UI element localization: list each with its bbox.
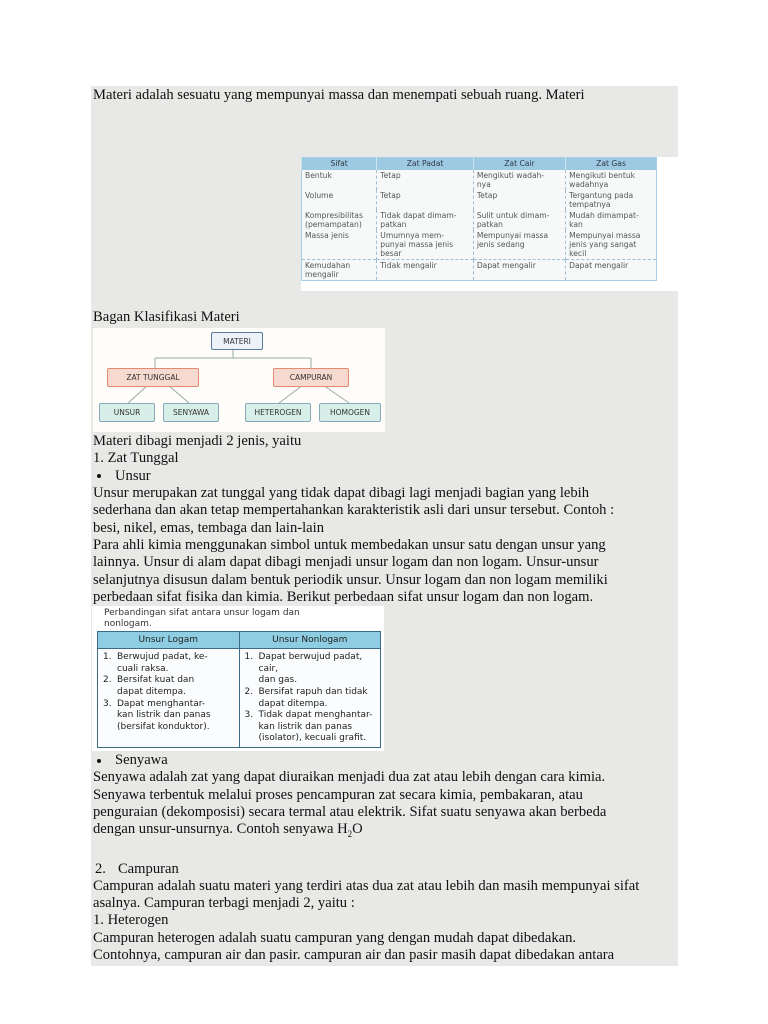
bullet-label: Unsur [115, 467, 151, 484]
document-page [91, 86, 678, 966]
state-comparison-figure [91, 105, 678, 291]
text-run: O [352, 821, 363, 838]
heading-zat-tunggal: 1. Zat Tunggal [93, 450, 179, 467]
body-text: asalnya. Campuran terbagi menjadi 2, yaitu : [93, 895, 355, 912]
body-text: lainnya. Unsur di alam dapat dibagi menjadi unsur logam dan non logam. Unsur-unsur [93, 554, 599, 571]
body-text: Campuran heterogen adalah suatu campuran yang dengan mudah dapat dibedakan. [93, 929, 577, 946]
body-text: perbedaan sifat fisika dan kimia. Berikut perbedaan sifat unsur logam dan non logam. [93, 588, 594, 605]
table-cell: Umumnya mem- punyai massa jenis besar [377, 230, 474, 260]
intro-line: Materi adalah sesuatu yang mempunyai massa dan menempati sebuah ruang. Materi [93, 87, 585, 103]
table-cell: Kemudahan mengalir [302, 259, 377, 280]
table-row [302, 210, 657, 230]
table-cell: Mengikuti wadah- nya [473, 170, 565, 190]
body-text: Contohnya, campuran air dan pasir. campuran air dan pasir masih dapat dibedakan antara [93, 947, 615, 964]
table-cell: Bentuk [302, 170, 377, 190]
diagram-root-materi: MATERI [211, 332, 263, 350]
list-number: 1. [244, 652, 254, 663]
list-text: Bersifat rapuh dan tidak dapat ditempa. [258, 686, 368, 709]
table-cell: Tetap [377, 170, 474, 190]
diagram-node-zat-tunggal: ZAT TUNGGAL [107, 368, 199, 387]
heading-campuran [91, 861, 678, 878]
list-number: 3. [244, 710, 254, 721]
metal-nonmetal-table [97, 631, 381, 748]
column-header: Unsur Logam [98, 632, 240, 649]
list-item [245, 652, 378, 687]
heading-label: Campuran [117, 860, 179, 877]
table-cell: Tetap [473, 190, 565, 210]
list-number: 2. [244, 686, 254, 697]
diagram-leaf-heterogen: HETEROGEN [245, 403, 311, 422]
table-cell: Tetap [377, 190, 474, 210]
list-number: 2. [95, 860, 106, 877]
body-text: penguraian (dekomposisi) secara termal atau elektrik. Sifat suatu senyawa akan berbeda [93, 804, 607, 821]
body-text: selanjutnya disusun dalam bentuk periodik unsur. Unsur logam dan non logam memiliki [93, 571, 608, 588]
list-item [103, 699, 236, 734]
list-text: Berwujud padat, ke- cuali raksa. [117, 652, 208, 674]
table-cell: Tidak dapat dimam- patkan [377, 210, 474, 230]
bullet-icon [97, 474, 101, 478]
text-run: dengan unsur-unsurnya. Contoh senyawa H [93, 821, 348, 838]
classification-diagram [93, 328, 385, 432]
table-cell: Mengikuti bentuk wadahnya [566, 170, 657, 190]
state-comparison-table [301, 157, 657, 281]
table-cell: Kompresibilitas (pemampatan) [302, 210, 377, 230]
table-cell: Volume [302, 190, 377, 210]
diagram-node-campuran: CAMPURAN [273, 368, 349, 387]
column-header: Zat Gas [566, 157, 657, 170]
blank-line [91, 844, 678, 861]
column-header: Zat Padat [377, 157, 474, 170]
list-text: Dapat berwujud padat, cair, dan gas. [258, 652, 363, 686]
list-text: Tidak dapat menghantar- kan listrik dan panas (isolator), kecuali grafit. [258, 710, 373, 744]
table-cell: Tergantung pada tempatnya [566, 190, 657, 210]
body-text: besi, nikel, emas, tembaga dan lain-lain [93, 519, 324, 536]
table-cell: Mudah dimampat- kan [566, 210, 657, 230]
table-cell: Sulit untuk dimam- patkan [473, 210, 565, 230]
bullet-icon [97, 759, 101, 763]
section-senyawa-campuran [91, 751, 678, 966]
table-cell: Massa jenis [302, 230, 377, 260]
list-item [245, 687, 378, 710]
body-text [91, 821, 678, 843]
section-zat-tunggal [91, 432, 678, 606]
body-text: Para ahli kimia menggunakan simbol untuk membedakan unsur satu dengan unsur yang [93, 536, 606, 553]
table-cell: Dapat mengalir [566, 259, 657, 280]
column-header: Unsur Nonlogam [239, 632, 381, 649]
table-cell: Dapat mengalir [473, 259, 565, 280]
list-number: 1. [103, 652, 112, 663]
diagram-title: Bagan Klasifikasi Materi [93, 308, 240, 325]
table-cell: Tidak mengalir [377, 259, 474, 280]
table-cell: Mempunyai massa jenis sedang [473, 230, 565, 260]
table-row [302, 259, 657, 280]
column-header: Sifat [302, 157, 377, 170]
list-item [103, 652, 236, 675]
metal-nonmetal-figure [92, 606, 384, 751]
logam-cell [98, 649, 240, 748]
list-number: 2. [103, 675, 112, 686]
table-row [302, 170, 657, 190]
list-text: Bersifat kuat dan dapat ditempa. [117, 675, 195, 697]
nonlogam-cell [239, 649, 381, 748]
table-row [302, 230, 657, 260]
table-row [302, 190, 657, 210]
heading-heterogen: 1. Heterogen [93, 912, 169, 929]
caption-line: Perbandingan sifat antara unsur logam dan [104, 608, 300, 619]
table-cell: Mempunyai massa jenis yang sangat kecil [566, 230, 657, 260]
bullet-label: Senyawa [115, 752, 168, 769]
bullet-senyawa [91, 752, 678, 769]
diagram-leaf-unsur: UNSUR [99, 403, 155, 422]
list-text: Dapat menghantar- kan listrik dan panas (bersifat konduktor). [117, 698, 211, 732]
list-number: 3. [103, 698, 112, 709]
body-text: Materi dibagi menjadi 2 jenis, yaitu [93, 433, 302, 450]
list-item [103, 675, 236, 698]
subscript: 2 [347, 829, 353, 840]
table-caption [104, 608, 300, 630]
diagram-leaf-senyawa: SENYAWA [163, 403, 219, 422]
diagram-leaf-homogen: HOMOGEN [319, 403, 381, 422]
column-header: Zat Cair [473, 157, 565, 170]
body-text: Unsur merupakan zat tunggal yang tidak dapat dibagi lagi menjadi bagian yang lebih [93, 485, 590, 502]
body-text: Senyawa terbentuk melalui proses pencampuran zat secara kimia, pembakaran, atau [93, 786, 583, 803]
bullet-unsur [91, 468, 678, 485]
list-item [245, 710, 378, 745]
caption-line: nonlogam. [104, 619, 152, 630]
body-text: Campuran adalah suatu materi yang terdiri atas dua zat atau lebih dan masih mempunyai sifat [93, 877, 640, 894]
body-text: sederhana dan akan tetap mempertahankan karakteristik asli dari unsur tersebut. Contoh : [93, 502, 615, 519]
body-text: Senyawa adalah zat yang dapat diuraikan menjadi dua zat atau lebih dengan cara kimia. [93, 769, 606, 786]
